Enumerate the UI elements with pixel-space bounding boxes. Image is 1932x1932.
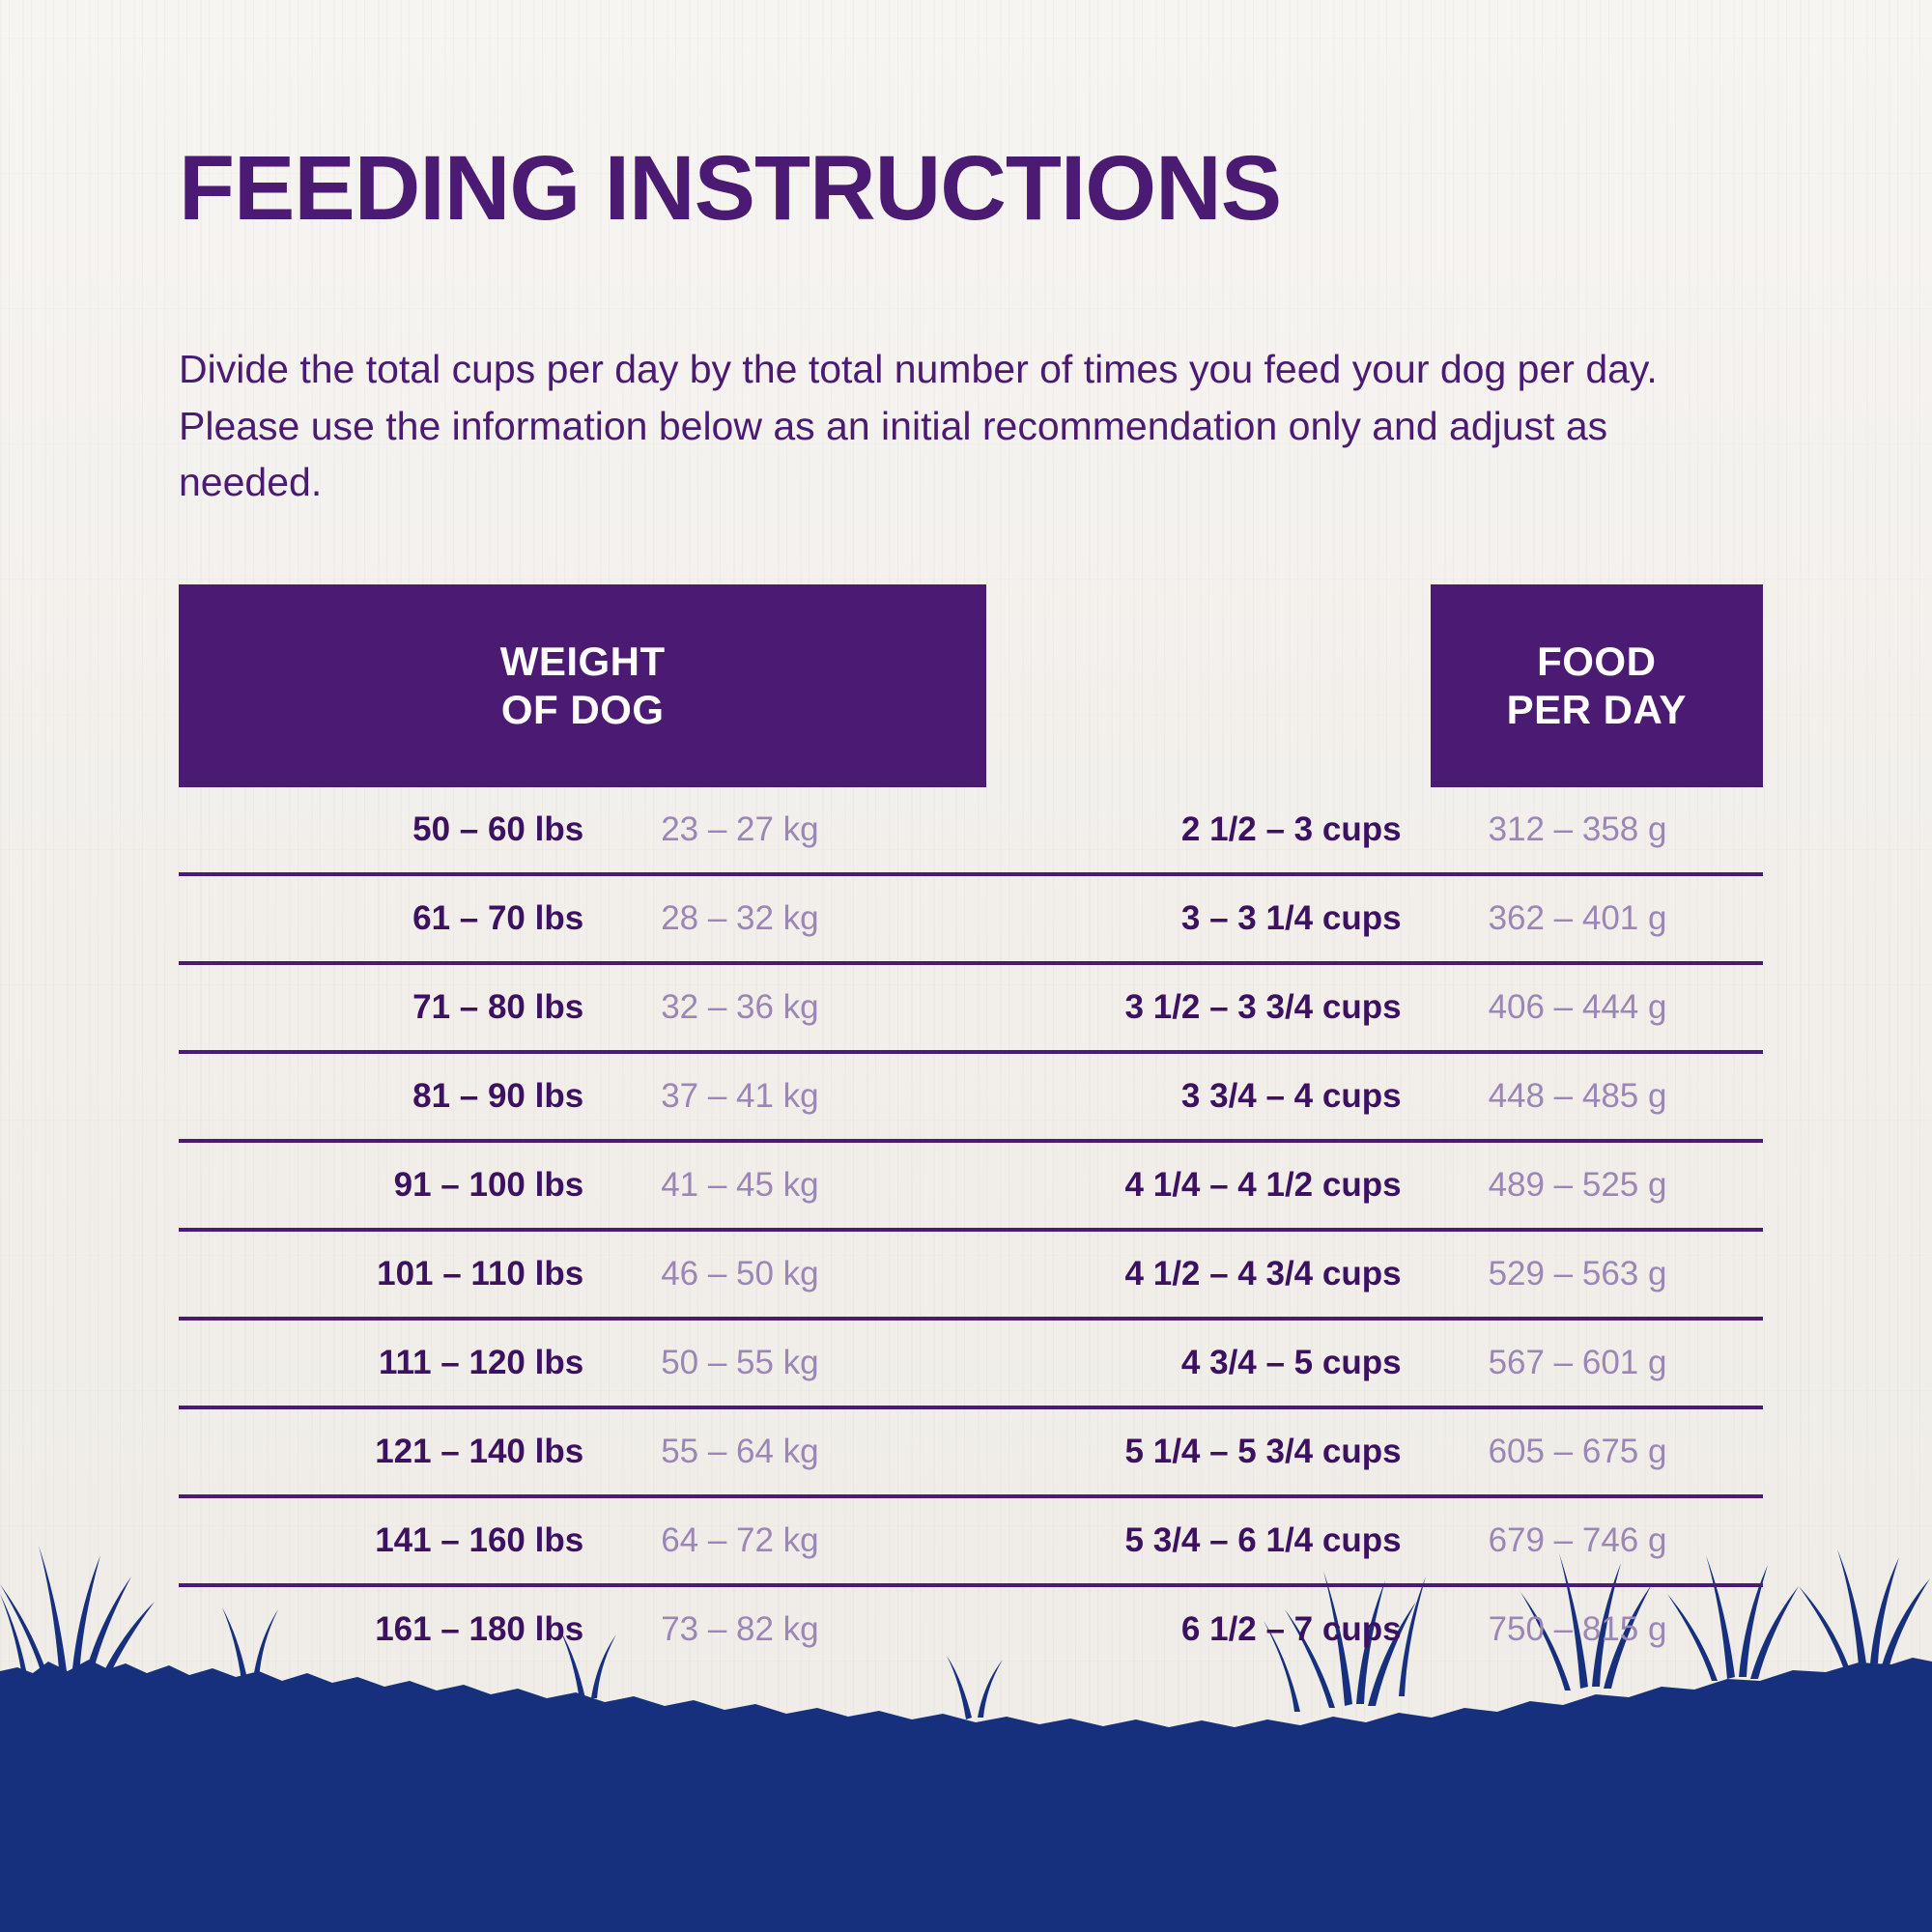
table-row — [179, 1407, 1763, 1496]
cell-weight-kg: 23 – 27 kg — [622, 787, 986, 874]
cell-weight-kg: 73 – 82 kg — [661, 1609, 819, 1648]
header-weight-of-dog — [179, 584, 986, 787]
table-header-row — [179, 584, 1763, 787]
table-row — [179, 787, 1763, 874]
cell-weight-lbs: 91 – 100 lbs — [179, 1141, 622, 1230]
cell-food-grams: 362 – 401 g — [1431, 874, 1763, 963]
cell-food-grams: 529 – 563 g — [1431, 1230, 1763, 1319]
header-food-line2: PER DAY — [1506, 686, 1687, 732]
cell-weight-kg: 28 – 32 kg — [622, 874, 986, 963]
table-row — [179, 1585, 1763, 1672]
cell-weight-lbs: 141 – 160 lbs — [179, 1496, 622, 1585]
table-row — [179, 1496, 1763, 1585]
header-gap — [986, 584, 1430, 787]
cell-food-grams: 679 – 746 g — [1431, 1496, 1763, 1585]
table-row — [179, 963, 1763, 1052]
cell-weight-lbs: 61 – 70 lbs — [179, 874, 622, 963]
table-body — [179, 787, 1763, 1672]
cell-weight-lbs: 50 – 60 lbs — [179, 787, 622, 874]
cell-weight-kg: 46 – 50 kg — [622, 1230, 986, 1319]
header-weight-line1: WEIGHT — [499, 639, 666, 685]
cell-food-grams: 406 – 444 g — [1431, 963, 1763, 1052]
header-food-line1: FOOD — [1537, 639, 1657, 685]
table-row — [179, 1052, 1763, 1141]
cell-food-cups: 6 1/2 – 7 cups — [1180, 1609, 1402, 1648]
cell-weight-lbs: 101 – 110 lbs — [179, 1230, 622, 1319]
table-row — [179, 1230, 1763, 1319]
cell-weight-lbs: 71 – 80 lbs — [179, 963, 622, 1052]
table-row — [179, 1319, 1763, 1407]
table-row — [179, 1141, 1763, 1230]
cell-weight-kg: 55 – 64 kg — [622, 1407, 986, 1496]
cell-food-grams: 567 – 601 g — [1431, 1319, 1763, 1407]
intro-paragraph: Divide the total cups per day by the total number of times you feed your dog per day. Please use the information below as an initial recommendation only and adjust as needed. — [179, 347, 1658, 505]
table-row — [179, 874, 1763, 963]
cell-food-cups: 3 – 3 1/4 cups — [986, 874, 1430, 963]
cell-food-grams: 750 – 815 g — [1488, 1609, 1667, 1648]
cell-weight-lbs: 121 – 140 lbs — [179, 1407, 622, 1496]
cell-food-cups: 4 1/4 – 4 1/2 cups — [986, 1141, 1430, 1230]
cell-food-grams: 448 – 485 g — [1431, 1052, 1763, 1141]
table-header — [179, 584, 1763, 787]
cell-food-cups: 5 1/4 – 5 3/4 cups — [986, 1407, 1430, 1496]
cell-food-cups: 5 3/4 – 6 1/4 cups — [986, 1496, 1430, 1585]
cell-food-cups: 4 3/4 – 5 cups — [986, 1319, 1430, 1407]
cell-food-cups: 3 3/4 – 4 cups — [986, 1052, 1430, 1141]
cell-food-cups: 4 1/2 – 4 3/4 cups — [986, 1230, 1430, 1319]
cell-food-grams: 605 – 675 g — [1431, 1407, 1763, 1496]
cell-food-cups: 2 1/2 – 3 cups — [986, 787, 1430, 874]
cell-food-grams: 489 – 525 g — [1431, 1141, 1763, 1230]
cell-weight-lbs: 81 – 90 lbs — [179, 1052, 622, 1141]
cell-food-cups: 3 1/2 – 3 3/4 cups — [986, 963, 1430, 1052]
header-food-per-day — [1431, 584, 1763, 787]
feeding-chart-table — [179, 584, 1763, 1672]
cell-weight-lbs: 111 – 120 lbs — [179, 1319, 622, 1407]
cell-weight-kg: 50 – 55 kg — [622, 1319, 986, 1407]
cell-weight-kg: 64 – 72 kg — [622, 1496, 986, 1585]
header-weight-line2: OF DOG — [500, 686, 665, 732]
cell-weight-kg: 41 – 45 kg — [622, 1141, 986, 1230]
cell-weight-kg: 32 – 36 kg — [622, 963, 986, 1052]
cell-weight-kg: 37 – 41 kg — [622, 1052, 986, 1141]
cell-food-grams: 312 – 358 g — [1431, 787, 1763, 874]
page-title: FEEDING INSTRUCTIONS — [179, 137, 1282, 240]
cell-weight-lbs: 161 – 180 lbs — [375, 1609, 584, 1648]
